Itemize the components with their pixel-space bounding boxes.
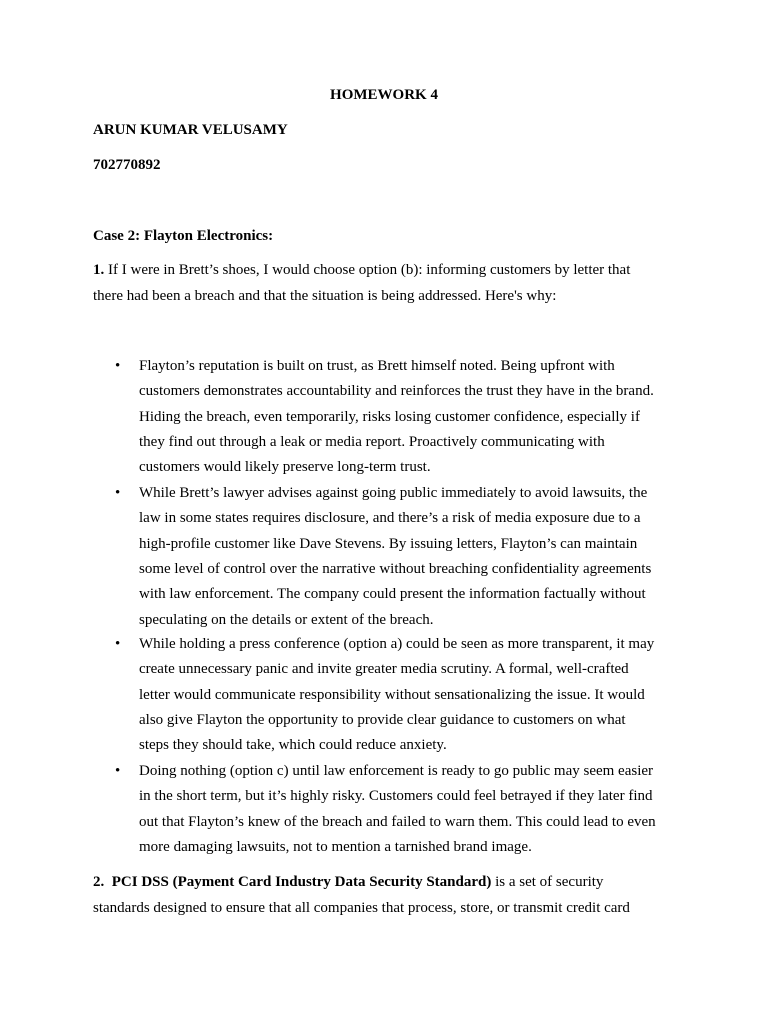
bullet-3-line-1: While holding a press conference (option a) could be seen as more transparent, it may bbox=[139, 636, 655, 652]
author-name: ARUN KUMAR VELUSAMY bbox=[93, 122, 288, 138]
bullet-4-line-2: in the short term, but it’s highly risky. Customers could feel betrayed if they later find bbox=[139, 788, 653, 805]
bullet-1-line-5: customers would likely preserve long-term trust. bbox=[139, 459, 431, 476]
q1-number: 1. bbox=[93, 262, 105, 278]
bullet-3-line-5: steps they should take, which could reduce anxiety. bbox=[139, 737, 447, 754]
bullet-4-line-1: Doing nothing (option c) until law enforcement is ready to go public may seem easier bbox=[139, 763, 654, 779]
bullet-point-icon: • bbox=[115, 763, 121, 779]
bullet-2-line-5: with law enforcement. The company could present the information factually without bbox=[139, 586, 646, 603]
bullet-2-line-2: law in some states requires disclosure, and there’s a risk of media exposure due to a bbox=[139, 510, 641, 527]
bullet-2-line-6: speculating on the details or extent of the breach. bbox=[139, 611, 434, 628]
bullet-point-icon: • bbox=[115, 358, 121, 374]
bullet-2-line-3: high-profile customer like Dave Stevens. By issuing letters, Flayton’s can maintain bbox=[139, 535, 638, 552]
q1-paragraph-line-1 bbox=[93, 262, 630, 279]
case-heading: Case 2: Flayton Electronics: bbox=[93, 228, 274, 244]
q1-text-line-1: If I were in Brett’s shoes, I would choose option (b): informing customers by letter that bbox=[104, 262, 631, 278]
bullet-2-line-1: While Brett’s lawyer advises against going public immediately to avoid lawsuits, the bbox=[139, 485, 648, 501]
bullet-1-line-1: Flayton’s reputation is built on trust, as Brett himself noted. Being upfront with bbox=[139, 358, 615, 374]
q2-number: 2. bbox=[93, 874, 105, 890]
q2-paragraph-line-1 bbox=[93, 874, 603, 891]
q2-text-line-1-rest: is a set of security bbox=[491, 874, 604, 890]
student-id: 702770892 bbox=[93, 157, 161, 173]
q1-paragraph-line-2: there had been a breach and that the situation is being addressed. Here's why: bbox=[93, 288, 557, 304]
q2-bold-term: PCI DSS (Payment Card Industry Data Security Standard) bbox=[111, 874, 492, 890]
bullet-4-line-4: more damaging lawsuits, not to mention a tarnished brand image. bbox=[139, 838, 532, 855]
bullet-2-line-4: some level of control over the narrative without breaching confidentiality agreements bbox=[139, 560, 652, 577]
document-title: HOMEWORK 4 bbox=[330, 87, 438, 103]
bullet-point-icon: • bbox=[115, 636, 121, 652]
q2-paragraph-line-2: standards designed to ensure that all companies that process, store, or transmit credit card bbox=[93, 900, 630, 916]
bullet-point-icon: • bbox=[115, 485, 121, 501]
bullet-1-line-2: customers demonstrates accountability and reinforces the trust they have in the brand. bbox=[139, 383, 654, 400]
bullet-1-line-3: Hiding the breach, even temporarily, risks losing customer confidence, especially if bbox=[139, 408, 640, 425]
bullet-1-line-4: they find out through a leak or media report. Proactively communicating with bbox=[139, 433, 605, 450]
bullet-3-line-3: letter would communicate responsibility without sensationalizing the issue. It would bbox=[139, 686, 645, 703]
bullet-4-line-3: out that Flayton’s knew of the breach and failed to warn them. This could lead to even bbox=[139, 813, 656, 830]
bullet-3-line-2: create unnecessary panic and invite greater media scrutiny. A formal, well-crafted bbox=[139, 661, 629, 678]
bullet-3-line-4: also give Flayton the opportunity to provide clear guidance to customers on what bbox=[139, 711, 626, 728]
